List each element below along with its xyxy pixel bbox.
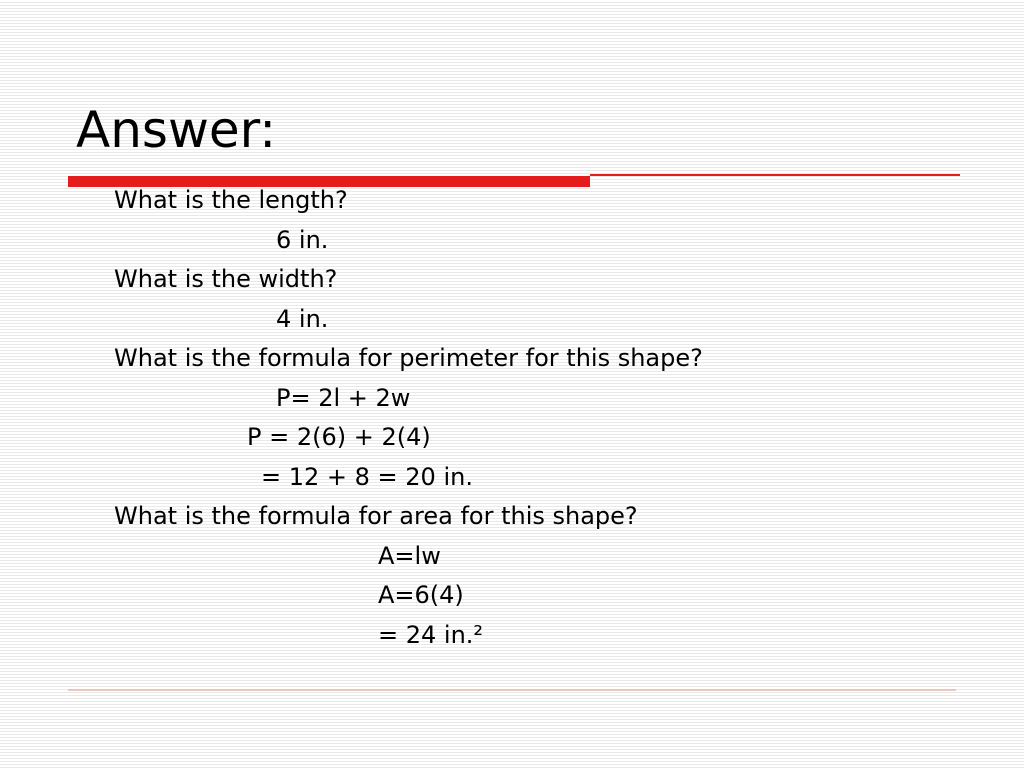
question-perimeter-formula: What is the formula for perimeter for this shape? xyxy=(114,344,703,372)
area-substitution: A=6(4) xyxy=(378,581,464,609)
question-length: What is the length? xyxy=(114,186,348,214)
perimeter-substitution: P = 2(6) + 2(4) xyxy=(247,423,431,451)
area-result: = 24 in.² xyxy=(378,621,484,649)
area-formula: A=lw xyxy=(378,542,441,570)
answer-length: 6 in. xyxy=(276,226,329,254)
question-width: What is the width? xyxy=(114,265,338,293)
perimeter-formula: P= 2l + 2w xyxy=(276,384,411,412)
question-area-formula: What is the formula for area for this shape? xyxy=(114,502,638,530)
title-underline-thin xyxy=(590,174,960,176)
slide-title: Answer: xyxy=(76,101,277,159)
answer-width: 4 in. xyxy=(276,305,329,333)
perimeter-result: = 12 + 8 = 20 in. xyxy=(261,463,473,491)
footer-divider xyxy=(68,689,956,691)
